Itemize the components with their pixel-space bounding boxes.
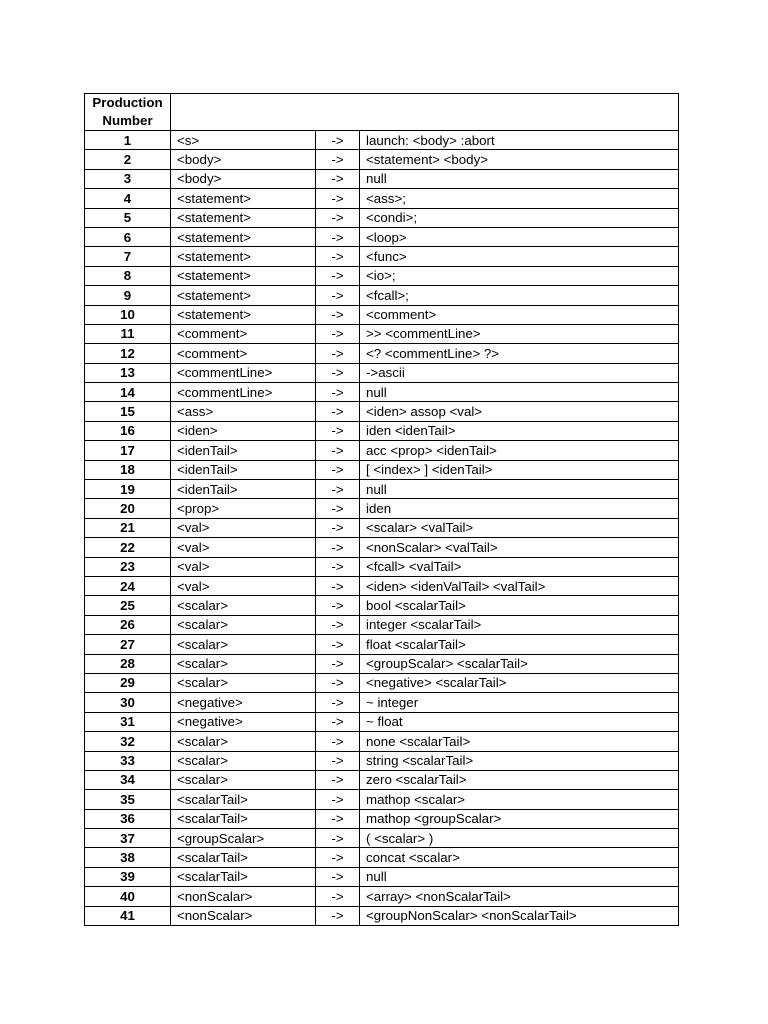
production-row bbox=[85, 480, 679, 499]
production-rhs: ( <scalar> ) bbox=[360, 829, 679, 848]
production-rhs: <groupNonScalar> <nonScalarTail> bbox=[360, 906, 679, 925]
production-number: 11 bbox=[85, 324, 171, 343]
production-rhs: acc <prop> <idenTail> bbox=[360, 441, 679, 460]
production-arrow: -> bbox=[316, 809, 360, 828]
production-rhs: concat <scalar> bbox=[360, 848, 679, 867]
production-arrow: -> bbox=[316, 673, 360, 692]
production-arrow: -> bbox=[316, 576, 360, 595]
production-row bbox=[85, 906, 679, 925]
production-lhs: <negative> bbox=[171, 693, 316, 712]
production-number: 6 bbox=[85, 227, 171, 246]
production-rhs: <negative> <scalarTail> bbox=[360, 673, 679, 692]
production-number: 5 bbox=[85, 208, 171, 227]
production-number: 24 bbox=[85, 576, 171, 595]
header-row bbox=[85, 94, 679, 131]
production-arrow: -> bbox=[316, 131, 360, 150]
production-row bbox=[85, 809, 679, 828]
production-number: 13 bbox=[85, 363, 171, 382]
production-lhs: <nonScalar> bbox=[171, 906, 316, 925]
production-lhs: <val> bbox=[171, 518, 316, 537]
production-row bbox=[85, 848, 679, 867]
production-rhs: <scalar> <valTail> bbox=[360, 518, 679, 537]
production-table bbox=[84, 93, 679, 926]
production-number: 41 bbox=[85, 906, 171, 925]
production-rhs: zero <scalarTail> bbox=[360, 770, 679, 789]
production-row bbox=[85, 615, 679, 634]
production-number: 1 bbox=[85, 131, 171, 150]
production-lhs: <iden> bbox=[171, 421, 316, 440]
production-row bbox=[85, 887, 679, 906]
production-rhs: mathop <groupScalar> bbox=[360, 809, 679, 828]
production-arrow: -> bbox=[316, 441, 360, 460]
production-row bbox=[85, 286, 679, 305]
production-rhs: null bbox=[360, 867, 679, 886]
production-arrow: -> bbox=[316, 421, 360, 440]
production-lhs: <comment> bbox=[171, 324, 316, 343]
production-rhs: integer <scalarTail> bbox=[360, 615, 679, 634]
production-row bbox=[85, 227, 679, 246]
production-rhs: <ass>; bbox=[360, 189, 679, 208]
production-lhs: <statement> bbox=[171, 189, 316, 208]
production-rhs: ~ integer bbox=[360, 693, 679, 712]
production-lhs: <statement> bbox=[171, 227, 316, 246]
production-number: 16 bbox=[85, 421, 171, 440]
production-lhs: <prop> bbox=[171, 499, 316, 518]
production-number: 40 bbox=[85, 887, 171, 906]
production-row bbox=[85, 596, 679, 615]
production-row bbox=[85, 635, 679, 654]
production-rhs: <array> <nonScalarTail> bbox=[360, 887, 679, 906]
production-lhs: <scalar> bbox=[171, 673, 316, 692]
production-lhs: <scalar> bbox=[171, 751, 316, 770]
production-lhs: <statement> bbox=[171, 305, 316, 324]
production-lhs: <scalar> bbox=[171, 732, 316, 751]
production-lhs: <scalar> bbox=[171, 654, 316, 673]
production-number: 33 bbox=[85, 751, 171, 770]
production-row bbox=[85, 208, 679, 227]
production-arrow: -> bbox=[316, 538, 360, 557]
production-number: 35 bbox=[85, 790, 171, 809]
production-rhs: ~ float bbox=[360, 712, 679, 731]
production-arrow: -> bbox=[316, 829, 360, 848]
production-row bbox=[85, 693, 679, 712]
production-number: 30 bbox=[85, 693, 171, 712]
production-lhs: <groupScalar> bbox=[171, 829, 316, 848]
production-lhs: <body> bbox=[171, 150, 316, 169]
production-row bbox=[85, 460, 679, 479]
production-lhs: <idenTail> bbox=[171, 480, 316, 499]
production-number: 37 bbox=[85, 829, 171, 848]
production-lhs: <scalar> bbox=[171, 635, 316, 654]
production-arrow: -> bbox=[316, 654, 360, 673]
production-row bbox=[85, 538, 679, 557]
production-arrow: -> bbox=[316, 615, 360, 634]
production-arrow: -> bbox=[316, 906, 360, 925]
production-number: 7 bbox=[85, 247, 171, 266]
production-row bbox=[85, 247, 679, 266]
production-number: 12 bbox=[85, 344, 171, 363]
production-number: 10 bbox=[85, 305, 171, 324]
production-row bbox=[85, 131, 679, 150]
production-row bbox=[85, 499, 679, 518]
production-lhs: <scalarTail> bbox=[171, 809, 316, 828]
production-row bbox=[85, 557, 679, 576]
production-lhs: <ass> bbox=[171, 402, 316, 421]
production-lhs: <scalar> bbox=[171, 615, 316, 634]
production-arrow: -> bbox=[316, 324, 360, 343]
production-number: 27 bbox=[85, 635, 171, 654]
production-rhs: <loop> bbox=[360, 227, 679, 246]
production-number: 20 bbox=[85, 499, 171, 518]
production-arrow: -> bbox=[316, 402, 360, 421]
production-arrow: -> bbox=[316, 247, 360, 266]
production-number: 25 bbox=[85, 596, 171, 615]
production-row bbox=[85, 654, 679, 673]
production-number: 22 bbox=[85, 538, 171, 557]
production-number: 31 bbox=[85, 712, 171, 731]
production-lhs: <scalar> bbox=[171, 596, 316, 615]
production-rhs: <nonScalar> <valTail> bbox=[360, 538, 679, 557]
production-rhs: <io>; bbox=[360, 266, 679, 285]
production-arrow: -> bbox=[316, 480, 360, 499]
production-number: 38 bbox=[85, 848, 171, 867]
production-row bbox=[85, 770, 679, 789]
production-rhs: bool <scalarTail> bbox=[360, 596, 679, 615]
production-lhs: <statement> bbox=[171, 208, 316, 227]
production-row bbox=[85, 732, 679, 751]
production-rhs: float <scalarTail> bbox=[360, 635, 679, 654]
production-arrow: -> bbox=[316, 848, 360, 867]
production-arrow: -> bbox=[316, 770, 360, 789]
production-row bbox=[85, 673, 679, 692]
production-arrow: -> bbox=[316, 635, 360, 654]
production-row bbox=[85, 829, 679, 848]
production-arrow: -> bbox=[316, 189, 360, 208]
production-rhs: <fcall> <valTail> bbox=[360, 557, 679, 576]
production-arrow: -> bbox=[316, 266, 360, 285]
header-line-2: Number bbox=[102, 113, 153, 128]
production-rhs: <comment> bbox=[360, 305, 679, 324]
header-line-1: Production bbox=[92, 95, 163, 111]
production-rhs: <? <commentLine> ?> bbox=[360, 344, 679, 363]
production-rhs: null bbox=[360, 383, 679, 402]
production-arrow: -> bbox=[316, 208, 360, 227]
production-number: 4 bbox=[85, 189, 171, 208]
production-arrow: -> bbox=[316, 344, 360, 363]
production-number: 21 bbox=[85, 518, 171, 537]
production-lhs: <body> bbox=[171, 169, 316, 188]
production-rhs: string <scalarTail> bbox=[360, 751, 679, 770]
production-arrow: -> bbox=[316, 693, 360, 712]
production-arrow: -> bbox=[316, 305, 360, 324]
production-number: 34 bbox=[85, 770, 171, 789]
production-row bbox=[85, 169, 679, 188]
production-row bbox=[85, 867, 679, 886]
production-rhs: <func> bbox=[360, 247, 679, 266]
production-number: 29 bbox=[85, 673, 171, 692]
production-arrow: -> bbox=[316, 712, 360, 731]
production-rhs: iden <idenTail> bbox=[360, 421, 679, 440]
production-arrow: -> bbox=[316, 363, 360, 382]
production-rhs: <condi>; bbox=[360, 208, 679, 227]
production-row bbox=[85, 576, 679, 595]
production-number: 9 bbox=[85, 286, 171, 305]
production-lhs: <s> bbox=[171, 131, 316, 150]
production-row bbox=[85, 305, 679, 324]
production-row bbox=[85, 441, 679, 460]
production-arrow: -> bbox=[316, 790, 360, 809]
production-arrow: -> bbox=[316, 383, 360, 402]
production-arrow: -> bbox=[316, 596, 360, 615]
production-lhs: <statement> bbox=[171, 286, 316, 305]
production-arrow: -> bbox=[316, 557, 360, 576]
production-lhs: <negative> bbox=[171, 712, 316, 731]
production-row bbox=[85, 266, 679, 285]
production-number: 3 bbox=[85, 169, 171, 188]
production-row bbox=[85, 751, 679, 770]
production-table-body bbox=[85, 94, 679, 926]
production-number: 14 bbox=[85, 383, 171, 402]
production-rhs: mathop <scalar> bbox=[360, 790, 679, 809]
production-arrow: -> bbox=[316, 732, 360, 751]
production-arrow: -> bbox=[316, 751, 360, 770]
production-lhs: <val> bbox=[171, 576, 316, 595]
production-row bbox=[85, 189, 679, 208]
production-number: 15 bbox=[85, 402, 171, 421]
production-row bbox=[85, 344, 679, 363]
production-row bbox=[85, 402, 679, 421]
production-number: 28 bbox=[85, 654, 171, 673]
production-row bbox=[85, 150, 679, 169]
production-arrow: -> bbox=[316, 867, 360, 886]
production-arrow: -> bbox=[316, 286, 360, 305]
production-row bbox=[85, 383, 679, 402]
production-rhs: none <scalarTail> bbox=[360, 732, 679, 751]
production-rhs: [ <index> ] <idenTail> bbox=[360, 460, 679, 479]
production-lhs: <val> bbox=[171, 538, 316, 557]
production-row bbox=[85, 324, 679, 343]
production-lhs: <scalarTail> bbox=[171, 867, 316, 886]
production-arrow: -> bbox=[316, 460, 360, 479]
production-row bbox=[85, 790, 679, 809]
production-lhs: <comment> bbox=[171, 344, 316, 363]
production-rhs: >> <commentLine> bbox=[360, 324, 679, 343]
production-number: 39 bbox=[85, 867, 171, 886]
production-rhs: ->ascii bbox=[360, 363, 679, 382]
production-rhs: <fcall>; bbox=[360, 286, 679, 305]
production-row bbox=[85, 518, 679, 537]
production-rhs: launch: <body> :abort bbox=[360, 131, 679, 150]
production-number: 2 bbox=[85, 150, 171, 169]
header-empty-cell bbox=[171, 94, 679, 131]
production-lhs: <commentLine> bbox=[171, 363, 316, 382]
production-lhs: <idenTail> bbox=[171, 441, 316, 460]
production-rhs: <iden> assop <val> bbox=[360, 402, 679, 421]
production-rhs: <iden> <idenValTail> <valTail> bbox=[360, 576, 679, 595]
production-number: 36 bbox=[85, 809, 171, 828]
production-number: 8 bbox=[85, 266, 171, 285]
production-number: 26 bbox=[85, 615, 171, 634]
production-row bbox=[85, 421, 679, 440]
production-arrow: -> bbox=[316, 499, 360, 518]
production-lhs: <statement> bbox=[171, 247, 316, 266]
production-lhs: <idenTail> bbox=[171, 460, 316, 479]
production-arrow: -> bbox=[316, 227, 360, 246]
production-row bbox=[85, 363, 679, 382]
production-number: 17 bbox=[85, 441, 171, 460]
production-arrow: -> bbox=[316, 169, 360, 188]
production-arrow: -> bbox=[316, 518, 360, 537]
production-number: 18 bbox=[85, 460, 171, 479]
production-lhs: <nonScalar> bbox=[171, 887, 316, 906]
production-row bbox=[85, 712, 679, 731]
production-lhs: <scalar> bbox=[171, 770, 316, 789]
production-number: 23 bbox=[85, 557, 171, 576]
production-rhs: null bbox=[360, 480, 679, 499]
production-rhs: <statement> <body> bbox=[360, 150, 679, 169]
production-rhs: iden bbox=[360, 499, 679, 518]
production-lhs: <commentLine> bbox=[171, 383, 316, 402]
production-lhs: <statement> bbox=[171, 266, 316, 285]
production-rhs: <groupScalar> <scalarTail> bbox=[360, 654, 679, 673]
production-lhs: <scalarTail> bbox=[171, 848, 316, 867]
production-number: 32 bbox=[85, 732, 171, 751]
production-arrow: -> bbox=[316, 887, 360, 906]
production-lhs: <val> bbox=[171, 557, 316, 576]
production-rhs: null bbox=[360, 169, 679, 188]
production-number-header bbox=[85, 94, 171, 131]
production-arrow: -> bbox=[316, 150, 360, 169]
production-number: 19 bbox=[85, 480, 171, 499]
production-lhs: <scalarTail> bbox=[171, 790, 316, 809]
